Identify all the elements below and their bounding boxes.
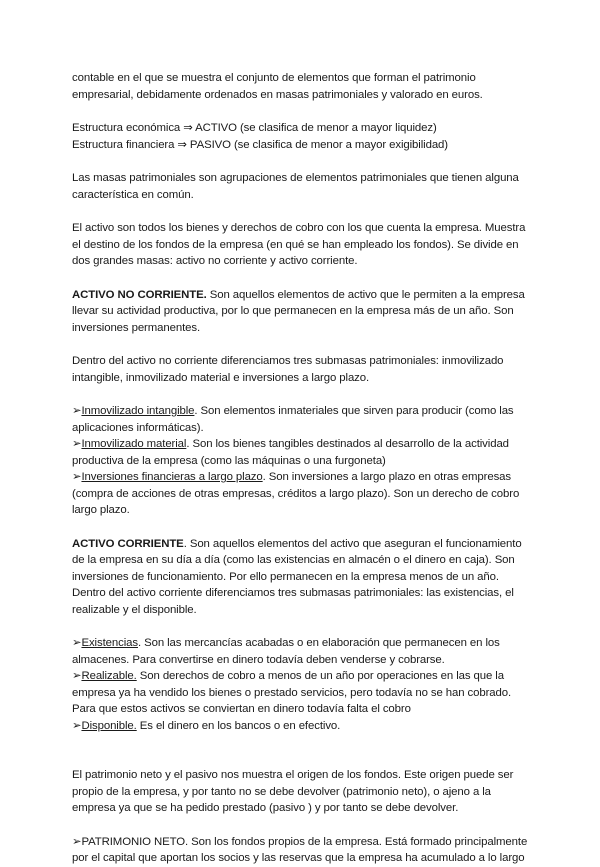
line-estructura-economica: Estructura económica ⇒ ACTIVO (se clasifica de menor a mayor liquidez) [72,122,437,134]
heading-activo-no-corriente: ACTIVO NO CORRIENTE. [72,288,207,301]
bullet-inmovilizado-intangible [72,403,530,436]
bullet-inversiones-financieras [72,469,530,519]
paragraph-masas-patrimoniales: Las masas patrimoniales son agrupaciones de elementos patrimoniales que tienen alguna característica en común. [72,172,519,201]
text-inmovilizado-intangible: . Son elementos inmateriales que sirven para producir (como las aplicaciones informáticas). [72,405,514,434]
text-patrimonio-neto: PATRIMONIO NETO. Son los fondos propios de la empresa. Está formado principalmente por el capital que aportan los socios y las reservas que la empresa ha acumulado a lo largo [72,835,528,864]
paragraph-activo-no-corriente [72,287,530,337]
bullet-realizable [72,668,530,718]
arrow-bullet-icon: ➢ [72,438,82,450]
term-inmovilizado-intangible: Inmovilizado intangible [81,405,195,417]
term-realizable: Realizable. [81,670,137,682]
bullet-patrimonio-neto [72,834,530,867]
paragraph-balance-definition: contable en el que se muestra el conjunto de elementos que forman el patrimonio empresarial, debidamente ordenados en masas patrimoniales y valorado en euros. [72,72,483,101]
bullet-inmovilizado-material [72,436,530,469]
text-activo-no-corriente: Son aquellos elementos de activo que le permiten a la empresa llevar su actividad productiva, por lo que permanecen en la empresa más de un año. Son inversiones permanentes. [72,288,525,334]
arrow-bullet-icon: ➢ [72,637,82,649]
heading-activo-corriente: ACTIVO CORRIENTE [72,537,184,550]
bullet-existencias [72,635,530,668]
term-disponible: Disponible. [81,719,137,732]
term-inversiones-financieras: Inversiones financieras a largo plazo [81,471,263,483]
text-existencias: . Son las mercancías acabadas o en elaboración que permanecen en los almacenes. Para convertirse en dinero todavía deben venderse y cobrarse. [72,637,500,666]
paragraph-activo-corriente [72,536,530,619]
arrow-bullet-icon: ➢ [72,835,82,848]
arrow-bullet-icon: ➢ [72,719,82,732]
arrow-bullet-icon: ➢ [72,471,82,483]
text-realizable: Son derechos de cobro a menos de un año por operaciones en las que la empresa ya ha vendido los bienes o prestado servicios, pero todavía no se han cobrado. Para que estos activos se conviertan en dinero todavía falta el cobro [72,670,512,715]
term-inmovilizado-material: Inmovilizado material [81,438,187,450]
arrow-bullet-icon: ➢ [72,405,82,417]
text-inmovilizado-material: . Son los bienes tangibles destinados al desarrollo de la actividad productiva de la empresa (como las máquinas o una furgoneta) [72,438,509,467]
line-estructura-financiera: Estructura financiera ⇒ PASIVO (se clasifica de menor a mayor exigibilidad) [72,138,448,151]
text-disponible: Es el dinero en los bancos o en efectivo. [136,719,341,732]
paragraph-activo: El activo son todos los bienes y derechos de cobro con los que cuenta la empresa. Muestra el destino de los fondos de la empresa (en qué se han empleado los fondos). Se divide en dos grandes masas: activo no corriente y activo corriente. [72,222,526,267]
text-activo-corriente: . Son aquellos elementos del activo que aseguran el funcionamiento de la empresa en su día a día (como las existencias en almacén o el dinero en caja). Son inversiones de funcionamiento. Por ello permanecen en la empresa menos de un año. Dentro del activo corriente diferenciamos tres submasas patrimoniales: las existencias, el realizable y el disponible. [72,537,522,616]
bullet-disponible [72,718,530,735]
term-existencias: Existencias [81,637,138,649]
paragraph-patrimonio-neto-pasivo: El patrimonio neto y el pasivo nos muestra el origen de los fondos. Este origen puede ser propio de la empresa, y por tanto no se debe devolver (patrimonio neto), o ajeno a la empresa ya que se ha pedido prestado (pasivo ) y por tanto se debe devolver. [72,769,514,814]
arrow-bullet-icon: ➢ [72,670,82,682]
paragraph-anc-submasas: Dentro del activo no corriente diferenciamos tres submasas patrimoniales: inmovilizado intangible, inmovilizado material e inversiones a largo plazo. [72,355,504,384]
text-inversiones-financieras: . Son inversiones a largo plazo en otras empresas (compra de acciones de otras empresas, créditos a largo plazo). Son un derecho de cobro largo plazo. [72,471,520,516]
